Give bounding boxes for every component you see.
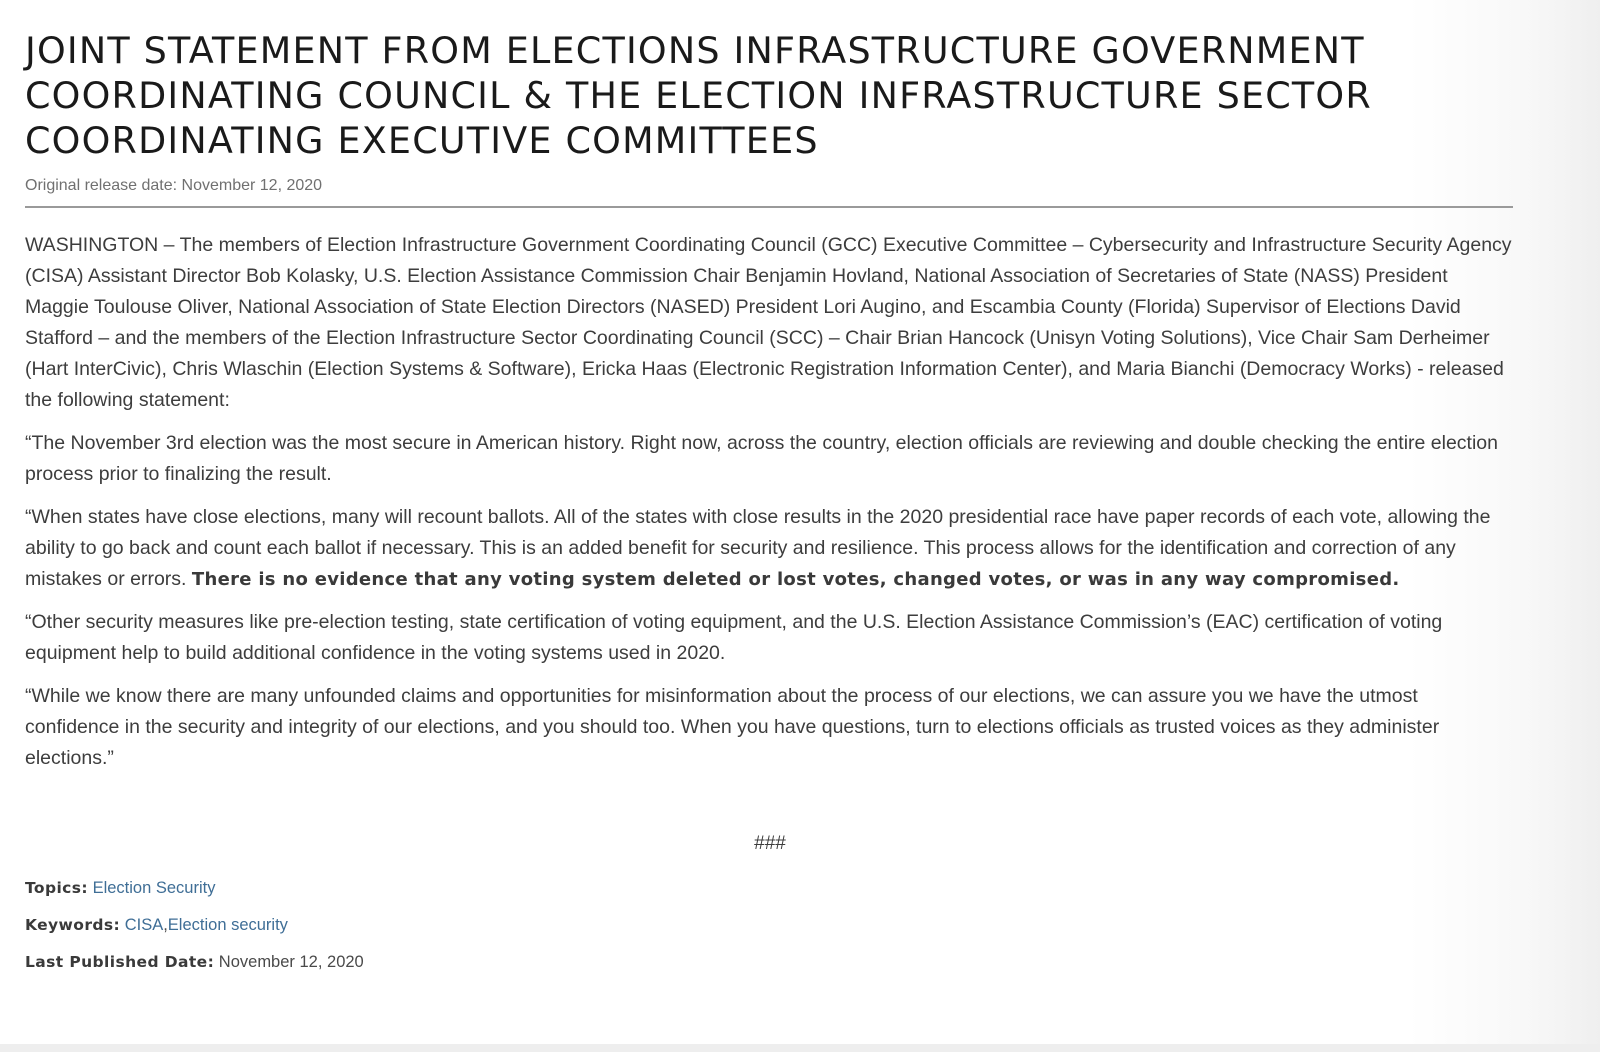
article [25, 28, 1515, 981]
topic-link-election-security[interactable]: Election Security [92, 879, 216, 897]
paragraph-security-measures: “Other security measures like pre-election testing, state certification of voting equipment, and the U.S. Election Assistance Commission’s (EAC) certification of voting equipment help to build additional confidence in the voting systems used in 2020. [25, 611, 1443, 664]
published-date: November 12, 2020 [218, 953, 364, 971]
topics-row [25, 870, 1515, 907]
divider [25, 206, 1513, 208]
article-body [25, 230, 1515, 774]
release-date: Original release date: November 12, 2020 [25, 177, 323, 194]
paragraph-intro: WASHINGTON – The members of Election Infrastructure Government Coordinating Council (GCC) Executive Committee – Cybersecurity and Infrastructure Security Agency (CISA) Assistant Director Bob Kolasky, U.S. Election Assistance Commission Chair Benjamin Hovland, National Association of Secretaries of State (NASS) President Maggie Toulouse Oliver, National Association of State Election Directors (NASED) President Lori Augino, and Escambia County (Florida) Supervisor of Elections David Stafford – and the members of the Election Infrastructure Sector Coordinating Council (SCC) – Chair Brian Hancock (Unisyn Voting Solutions), Vice Chair Sam Derheimer (Hart InterCivic), Chris Wlaschin (Election Systems & Software), Ericka Haas (Electronic Registration Information Center), and Maria Bianchi (Democracy Works) - released the following statement: [25, 234, 1512, 411]
footer-bar [0, 1044, 1600, 1052]
published-label: Last Published Date: [25, 953, 215, 971]
end-mark: ### [754, 833, 786, 854]
keywords-label: Keywords: [25, 916, 121, 934]
keywords-row [25, 907, 1515, 944]
paragraph-misinformation: “While we know there are many unfounded claims and opportunities for misinformation about the process of our elections, we can assure you we have the utmost confidence in the security and integrity of our elections, and you should too. When you have questions, turn to elections officials as trusted voices as they administer elections.” [25, 685, 1440, 769]
article-meta [25, 870, 1515, 981]
emphasis-statement: There is no evidence that any voting system deleted or lost votes, changed votes, or was in any way compromised. [191, 569, 1400, 590]
paragraph-secure-election: “The November 3rd election was the most secure in American history. Right now, across the country, election officials are reviewing and double checking the entire election process prior to finalizing the result. [25, 432, 1499, 485]
keyword-link-cisa[interactable]: CISA [124, 916, 164, 934]
keyword-link-election-security[interactable]: Election security [167, 916, 288, 934]
page-title: JOINT STATEMENT FROM ELECTIONS INFRASTRUCTURE GOVERNMENT COORDINATING COUNCIL & THE ELECTION INFRASTRUCTURE SECTOR COORDINATING EXECUTIVE COMMITTEES [25, 29, 1372, 162]
keyword-separator: , [163, 916, 168, 934]
paragraph-recounts-text: “When states have close elections, many will recount ballots. All of the states with close results in the 2020 presidential race have paper records of each vote, allowing the ability to go back and count each ballot if necessary. This is an added benefit for security and resilience. This process allows for the identification and correction of any mistakes or errors. [25, 506, 1491, 590]
topics-label: Topics: [25, 879, 88, 897]
paragraph-recounts [25, 502, 1515, 595]
published-row [25, 944, 1515, 981]
